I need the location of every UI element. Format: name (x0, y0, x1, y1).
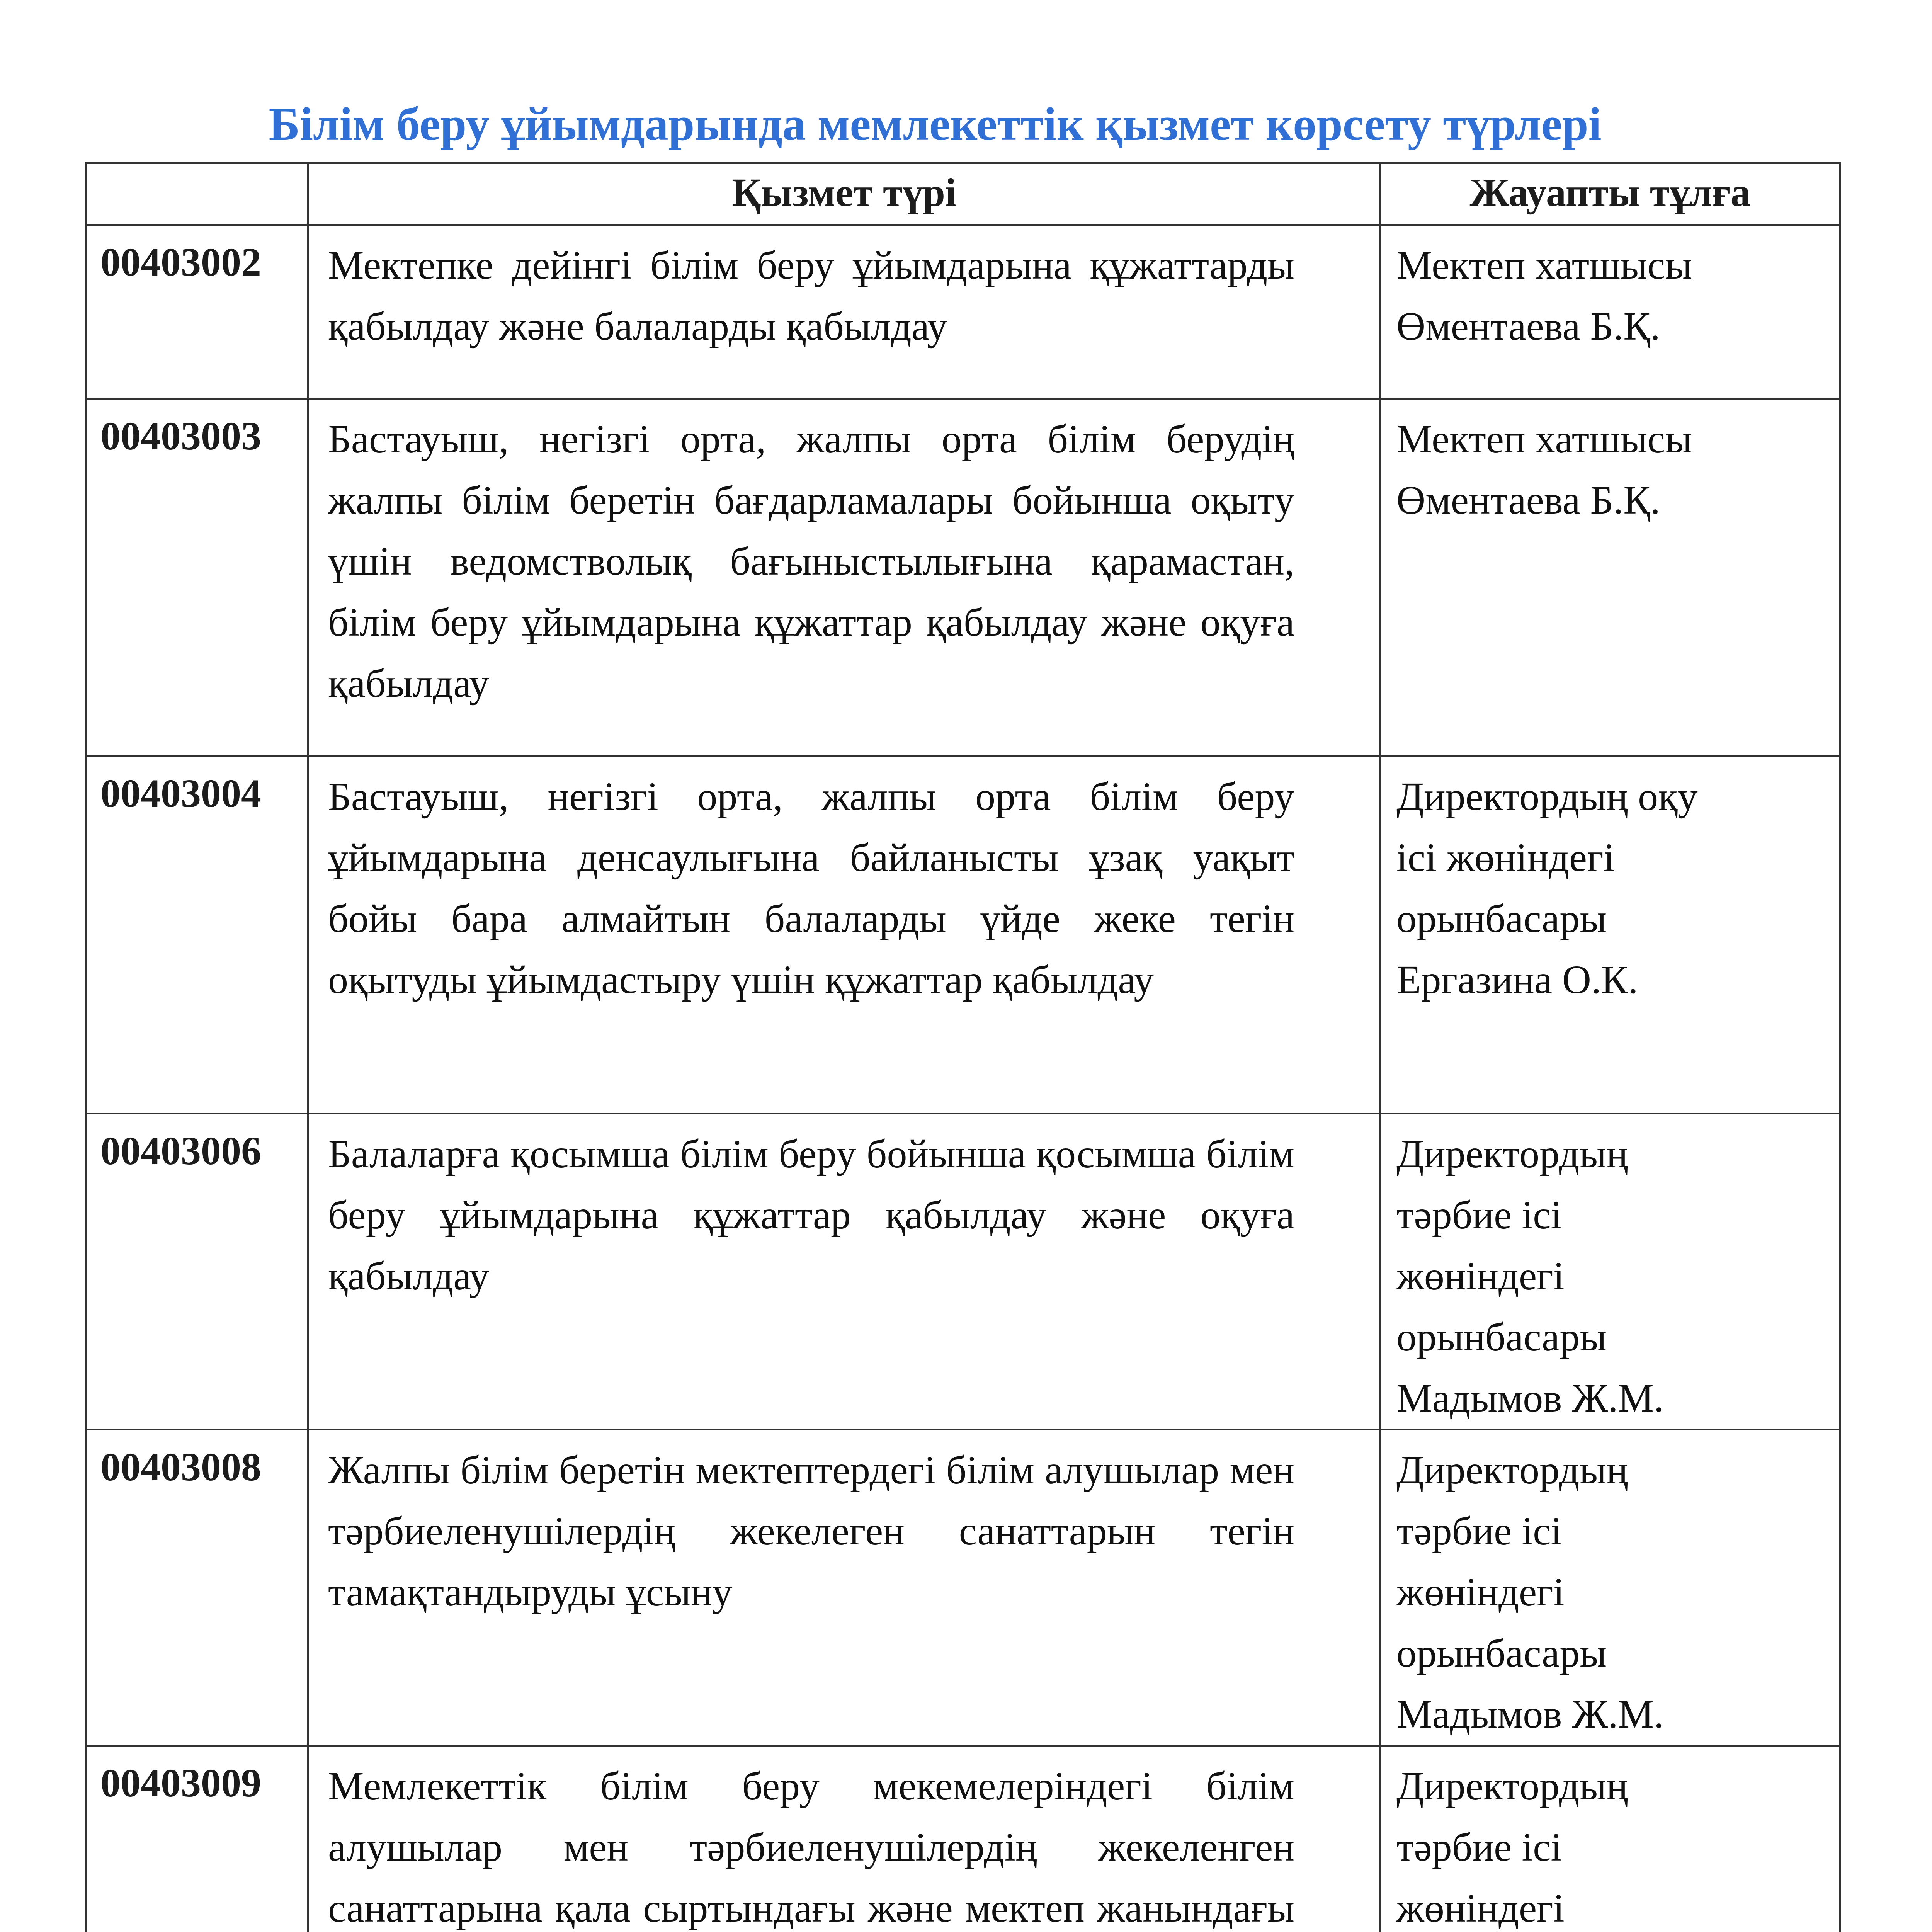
responsible-line: жөніндегі (1396, 1570, 1565, 1614)
table-row (86, 225, 1840, 399)
responsible-line: Мадымов Ж.М. (1396, 1376, 1664, 1420)
table-row (86, 1114, 1840, 1430)
responsible-line: тәрбие ісі (1396, 1509, 1562, 1553)
service-description: Мектепке дейінгі білім беру ұйымдарына құжаттарды қабылдау және балаларды қабылдау (308, 225, 1380, 399)
header-code (86, 163, 308, 225)
service-code: 00403003 (86, 399, 308, 756)
responsible-line: орынбасары (1396, 1315, 1607, 1359)
responsible-line: тәрбие ісі (1396, 1193, 1562, 1237)
responsible-line: Ергазина О.К. (1396, 957, 1638, 1002)
responsible-line: Өментаева Б.Қ. (1396, 304, 1660, 349)
responsible-line: жөніндегі (1396, 1254, 1565, 1298)
header-responsible: Жауапты тұлға (1380, 163, 1840, 225)
services-table (85, 162, 1841, 1932)
responsible-person (1380, 225, 1840, 399)
responsible-line: Мектеп хатшысы (1396, 243, 1692, 287)
service-description: Мемлекеттік білім беру мекемелеріндегі білім алушылар мен тәрбиеленушілердің жекеленген санаттарына қала сыртындағы және мектеп жанындағы (308, 1746, 1380, 1932)
service-code: 00403002 (86, 225, 308, 399)
responsible-person (1380, 1746, 1840, 1932)
responsible-person (1380, 1430, 1840, 1746)
responsible-person (1380, 756, 1840, 1114)
responsible-line: орынбасары (1396, 896, 1607, 941)
responsible-line: жөніндегі (1396, 1886, 1565, 1930)
responsible-line: Өментаева Б.Қ. (1396, 478, 1660, 522)
responsible-line: орынбасары (1396, 1631, 1607, 1675)
responsible-line: Директордың (1396, 1448, 1628, 1492)
responsible-person (1380, 1114, 1840, 1430)
header-service: Қызмет түрі (308, 163, 1380, 225)
responsible-line: ісі жөніндегі (1396, 835, 1615, 880)
responsible-line: Мадымов Ж.М. (1396, 1692, 1664, 1736)
service-code: 00403008 (86, 1430, 308, 1746)
responsible-line: Директордың (1396, 1764, 1628, 1808)
responsible-person (1380, 399, 1840, 756)
table-row (86, 399, 1840, 756)
table-row (86, 1746, 1840, 1932)
service-description: Жалпы білім беретін мектептердегі білім алушылар мен тәрбиеленушілердің жекелеген санаттарын тегін тамақтандыруды ұсыну (308, 1430, 1380, 1746)
document-title: Білім беру ұйымдарында мемлекеттік қызмет көрсету түрлері (269, 98, 1602, 150)
service-description: Бастауыш, негізгі орта, жалпы орта білім берудің жалпы білім беретін бағдарламалары бойынша оқыту үшін ведомстволық бағыныстылығына қарамастан, білім беру ұйымдарына құжаттар қабылдау және оқуға қабылдау (308, 399, 1380, 756)
table-row (86, 756, 1840, 1114)
service-code: 00403006 (86, 1114, 308, 1430)
responsible-line: Мектеп хатшысы (1396, 417, 1692, 461)
service-code: 00403004 (86, 756, 308, 1114)
table-row (86, 1430, 1840, 1746)
responsible-line: тәрбие ісі (1396, 1825, 1562, 1869)
service-description: Балаларға қосымша білім беру бойынша қосымша білім беру ұйымдарына құжаттар қабылдау және оқуға қабылдау (308, 1114, 1380, 1430)
responsible-line: Директордың (1396, 1132, 1628, 1176)
service-description: Бастауыш, негізгі орта, жалпы орта білім беру ұйымдарына денсаулығына байланысты ұзақ уақыт бойы бара алмайтын балаларды үйде жеке тегін оқытуды ұйымдастыру үшін құжаттар қабылдау (308, 756, 1380, 1114)
service-code: 00403009 (86, 1746, 308, 1932)
table-header-row (86, 163, 1840, 225)
responsible-line: Директордың оқу (1396, 774, 1698, 819)
